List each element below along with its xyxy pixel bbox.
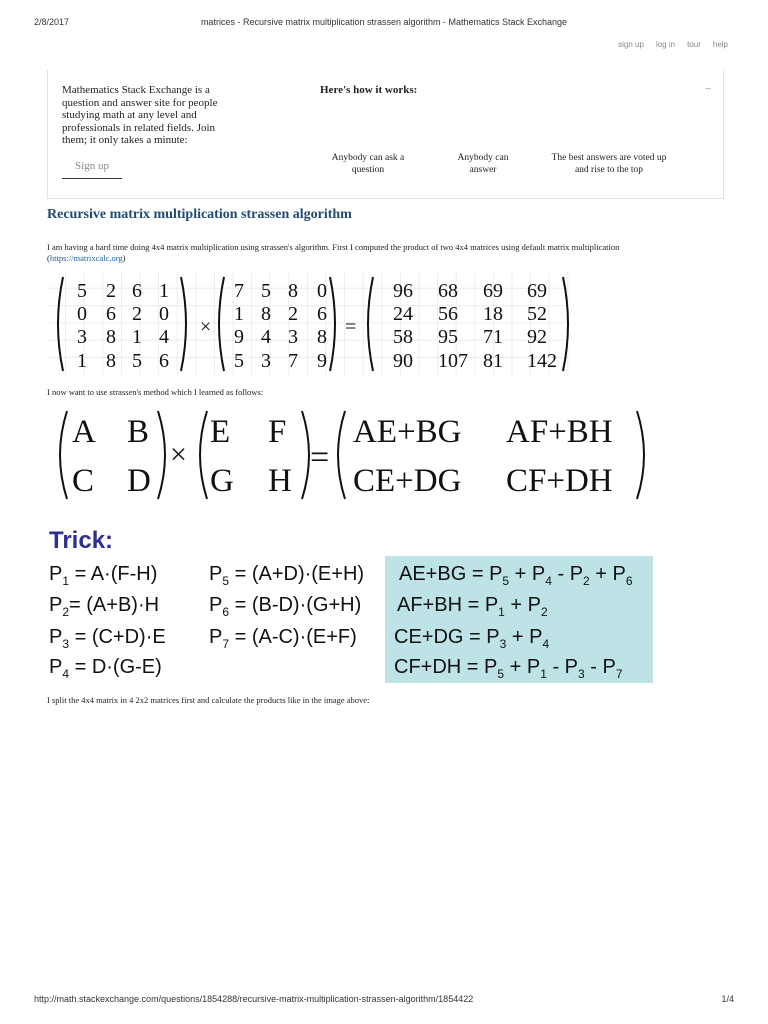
strassen-method-image bbox=[47, 405, 655, 685]
paragraph-text: I am having a hard time doing 4x4 matrix multiplication using strassen's algorithm. First I computed the product of two 4x4 matrices using default matrix multiplication ( bbox=[47, 242, 620, 263]
matrix-c-cell: 96 bbox=[393, 280, 413, 302]
matrix-c-cell: 24 bbox=[393, 303, 413, 325]
matrix-b-cell: 4 bbox=[261, 326, 271, 348]
strassen-times-symbol: × bbox=[170, 438, 187, 471]
matrix-b-cell: 7 bbox=[234, 280, 244, 302]
right-matrix-cell: G bbox=[210, 463, 234, 499]
matrix-a-cell: 1 bbox=[132, 326, 142, 348]
top-links bbox=[618, 40, 728, 49]
matrix-c-cell: 90 bbox=[393, 350, 413, 372]
product-formula: $P_6 = (B-D)\cdot(G+H)$ bbox=[209, 594, 362, 619]
tour-link[interactable]: tour bbox=[687, 40, 701, 49]
equals-symbol: = bbox=[345, 316, 357, 338]
result-matrix-cell: AE+BG bbox=[353, 414, 462, 450]
step-answer: Anybody can answer bbox=[457, 153, 509, 175]
matrixcalc-link[interactable]: https://matrixcalc.org bbox=[49, 253, 123, 263]
product-formula: $P_3 = (C+D)\cdot E$ bbox=[49, 626, 166, 651]
matrix-c-cell: 56 bbox=[438, 303, 458, 325]
matrix-c-cell: 107 bbox=[438, 350, 468, 372]
step-ask: Anybody can ask a question bbox=[331, 153, 405, 175]
matrix-c-cell: 68 bbox=[438, 280, 458, 302]
help-link[interactable]: help bbox=[712, 40, 728, 49]
matrix-c-cell: 95 bbox=[438, 326, 458, 348]
times-symbol: × bbox=[200, 316, 212, 338]
matrix-product-image bbox=[47, 271, 569, 375]
left-matrix-cell: B bbox=[127, 414, 150, 450]
left-matrix-cell: A bbox=[72, 414, 96, 450]
matrix-b-cell: 9 bbox=[317, 350, 327, 372]
product-formula: $P_4 = D\cdot(G-E)$ bbox=[49, 656, 162, 681]
sign-up-button[interactable]: Sign up bbox=[62, 160, 122, 179]
matrix-c-cell: 18 bbox=[483, 303, 503, 325]
matrix-cells bbox=[77, 280, 557, 372]
matrix-c-right-paren bbox=[563, 277, 568, 371]
matrix-b-cell: 3 bbox=[261, 350, 271, 372]
product-formula: $P_5 = (A+D)\cdot(E+H)$ bbox=[209, 563, 365, 588]
print-page-number: 1/4 bbox=[721, 994, 734, 1004]
left-matrix-cell: C bbox=[72, 463, 95, 499]
log-in-link[interactable]: log in bbox=[655, 40, 676, 49]
matrix-c-cell: 142 bbox=[527, 350, 557, 372]
site-description: Mathematics Stack Exchange is a question and answer site for people studying math at any level and professionals in related fields. Join them; it only takes a minute: bbox=[62, 84, 218, 146]
matrix-c-cell: 92 bbox=[527, 326, 547, 348]
matrix-b-cell: 8 bbox=[317, 326, 327, 348]
result-formula: $CF+DH = P_5 + P_1 - P_3 - P_7$ bbox=[394, 656, 623, 681]
matrix-a-cell: 5 bbox=[132, 350, 142, 372]
result-matrix-cell: AF+BH bbox=[506, 414, 613, 450]
matrix-b-cell: 8 bbox=[288, 280, 298, 302]
matrix-a-cell: 6 bbox=[132, 280, 142, 302]
product-formula: $P_2= (A+B)\cdot H$ bbox=[49, 594, 160, 619]
matrix-a-left-paren bbox=[58, 277, 63, 371]
matrix-b-cell: 8 bbox=[261, 303, 271, 325]
matrix-b-cell: 1 bbox=[234, 303, 244, 325]
matrix-b-left-paren bbox=[219, 277, 224, 371]
matrix-b-cell: 6 bbox=[317, 303, 327, 325]
matrix-c-cell: 52 bbox=[527, 303, 547, 325]
result-matrix-cell: CE+DG bbox=[353, 463, 462, 499]
strassen-equals-symbol: = bbox=[310, 439, 330, 476]
result-formula: $AE+BG = P_5 + P_4 - P_2 + P_6$ bbox=[399, 563, 633, 588]
matrix-b-cell: 0 bbox=[317, 280, 327, 302]
matrix-a-cell: 0 bbox=[159, 303, 169, 325]
matrix-c-cell: 81 bbox=[483, 350, 503, 372]
sign-up-link[interactable]: sign up bbox=[618, 40, 644, 49]
step-vote: The best answers are voted up and rise to the top bbox=[551, 153, 667, 175]
matrix-a-cell: 2 bbox=[106, 280, 116, 302]
matrix-a-right-paren bbox=[181, 277, 186, 371]
print-page-title: matrices - Recursive matrix multiplication strassen algorithm - Mathematics Stack Exchange bbox=[200, 17, 568, 27]
right-matrix-cell: F bbox=[268, 414, 287, 450]
matrix-c-cell: 69 bbox=[483, 280, 503, 302]
matrix-c-cell: 58 bbox=[393, 326, 413, 348]
product-formula: $P_7 = (A-C)\cdot(E+F)$ bbox=[209, 626, 357, 651]
how-it-works-heading: Here's how it works: bbox=[320, 84, 418, 96]
question-title[interactable]: Recursive matrix multiplication strassen algorithm bbox=[47, 207, 352, 222]
result-formula: $AF+BH = P_1 + P_2$ bbox=[397, 594, 548, 619]
close-banner-icon[interactable]: – bbox=[705, 82, 711, 94]
result-formula: $CE+DG = P_3 + P_4$ bbox=[394, 626, 550, 651]
matrix-b-cell: 3 bbox=[288, 326, 298, 348]
result-matrix-cell: CF+DH bbox=[506, 463, 613, 499]
matrix-a-cell: 5 bbox=[77, 280, 87, 302]
right-matrix-cell: H bbox=[268, 463, 292, 499]
matrix-a-cell: 4 bbox=[159, 326, 169, 348]
matrix-a-cell: 2 bbox=[132, 303, 142, 325]
question-paragraph-2: I now want to use strassen's method which I learned as follows: bbox=[47, 387, 264, 397]
matrix-a-cell: 6 bbox=[159, 350, 169, 372]
matrix-a-cell: 3 bbox=[77, 326, 87, 348]
matrix-b-cell: 5 bbox=[234, 350, 244, 372]
matrix-b-cell: 7 bbox=[288, 350, 298, 372]
matrix-a-cell: 8 bbox=[106, 326, 116, 348]
paragraph-text-end: ) bbox=[122, 253, 126, 263]
welcome-banner bbox=[47, 70, 724, 199]
matrix-a-cell: 6 bbox=[106, 303, 116, 325]
matrix-a-cell: 1 bbox=[77, 350, 87, 372]
question-paragraph-3: I split the 4x4 matrix in 4 2x2 matrices first and calculate the products like in the image above: bbox=[47, 695, 370, 705]
matrix-a-cell: 0 bbox=[77, 303, 87, 325]
left-matrix-cell: D bbox=[127, 463, 151, 499]
matrix-c-left-paren bbox=[368, 277, 373, 371]
matrix-a-cell: 8 bbox=[106, 350, 116, 372]
trick-title: Trick: bbox=[49, 527, 114, 554]
matrix-b-cell: 9 bbox=[234, 326, 244, 348]
print-date: 2/8/2017 bbox=[34, 17, 70, 27]
matrix-a-cell: 1 bbox=[159, 280, 169, 302]
matrix-b-right-paren bbox=[330, 277, 335, 371]
matrix-c-cell: 69 bbox=[527, 280, 547, 302]
matrix-b-cell: 5 bbox=[261, 280, 271, 302]
product-formula: $P_1 = A\cdot(F-H)$ bbox=[49, 563, 158, 588]
matrix-b-cell: 2 bbox=[288, 303, 298, 325]
right-matrix-cell: E bbox=[210, 414, 231, 450]
matrix-c-cell: 71 bbox=[483, 326, 503, 348]
question-paragraph-1 bbox=[47, 242, 667, 264]
print-url: http://math.stackexchange.com/questions/1854288/recursive-matrix-multiplication-strassen-algorithm/1854422 bbox=[34, 994, 474, 1004]
